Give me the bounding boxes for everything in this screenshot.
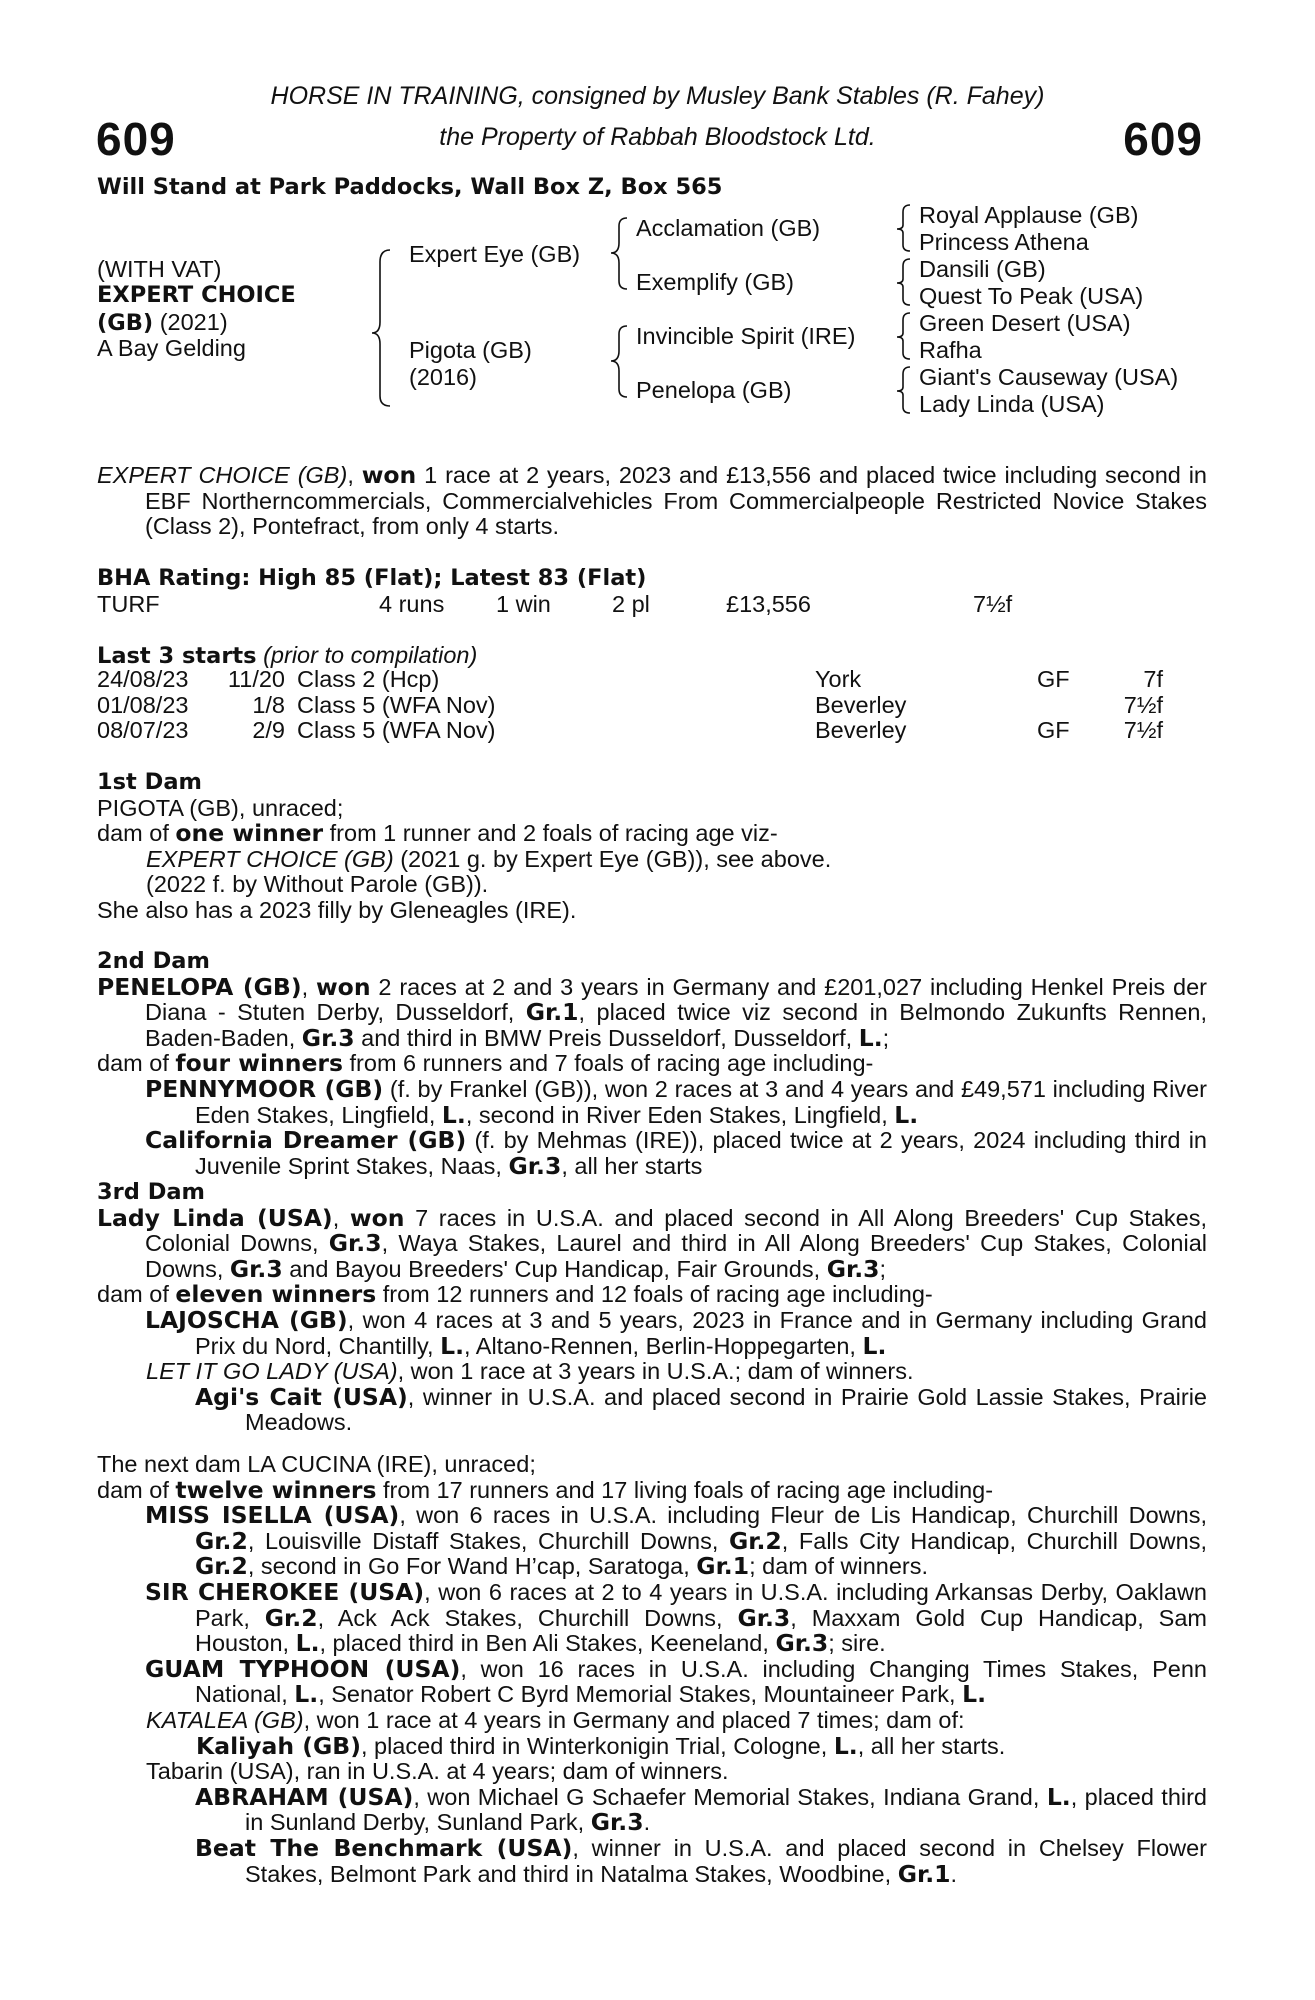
bha-distance: 7½f xyxy=(973,591,1013,617)
run-date: 08/07/23 xyxy=(97,717,189,743)
ped-dds: Giant's Causeway (USA) xyxy=(919,364,1179,390)
run-course: Beverley xyxy=(815,691,907,718)
run-race: Class 2 (Hcp) xyxy=(297,666,440,692)
horse-name: EXPERT CHOICE xyxy=(97,282,296,308)
dam-sire: Invincible Spirit (IRE) xyxy=(636,323,856,349)
lot-number-left: 609 xyxy=(96,113,176,165)
ped-dss: Green Desert (USA) xyxy=(919,310,1131,336)
sire-dam: Exemplify (GB) xyxy=(636,269,794,295)
brace-sire-sire xyxy=(897,205,910,251)
brace-sire-dam xyxy=(897,259,910,305)
bha-rating-heading: BHA Rating: High 85 (Flat); Latest 83 (Flat) xyxy=(97,565,647,591)
run-course: Beverley xyxy=(815,717,907,743)
run-race: Class 5 (WFA Nov) xyxy=(297,717,496,743)
sire: Expert Eye (GB) xyxy=(409,241,581,267)
bha-earnings: £13,556 xyxy=(726,591,811,617)
dam: Pigota (GB) xyxy=(409,337,532,363)
run-dist: 7f xyxy=(1143,666,1163,692)
owner-line: the Property of Rabbah Bloodstock Ltd. xyxy=(439,123,876,151)
ped-sdd: Quest To Peak (USA) xyxy=(919,283,1144,309)
run-row xyxy=(97,693,1163,719)
run-row xyxy=(97,667,1163,693)
bha-runs: 4 runs xyxy=(379,591,445,617)
run-going xyxy=(1037,693,1111,719)
ped-dsd: Rafha xyxy=(919,337,982,363)
run-date: 01/08/23 xyxy=(97,691,189,718)
race-summary: EXPERT CHOICE (GB), won 1 race at 2 years, 2023 and £13,556 and placed twice including second in EBF Northerncommercials, Commercialvehicles From Commercialpeople Restricted Novice Stakes (Class 2), Pontefract, from only 4 starts. xyxy=(97,461,1207,540)
consignor-line: HORSE IN TRAINING, consigned by Musley Bank Stables (R. Fahey) xyxy=(270,82,1045,110)
brace-dam xyxy=(611,326,627,397)
ped-sds: Dansili (GB) xyxy=(919,256,1046,282)
last-starts-table xyxy=(97,667,1207,744)
run-course: York xyxy=(815,666,862,692)
lot-number-right: 609 xyxy=(1123,113,1203,165)
run-going: GF xyxy=(1037,717,1070,743)
brace-main xyxy=(372,250,390,406)
bha-placed: 2 pl xyxy=(612,591,650,617)
third-dam-heading: 3rd Dam xyxy=(97,1179,205,1205)
run-row xyxy=(97,718,1163,744)
brace-dam-sire xyxy=(897,313,910,359)
dam-year: (2016) xyxy=(409,364,477,390)
run-dist: 7½f xyxy=(1123,691,1163,718)
ped-sss: Royal Applause (GB) xyxy=(919,202,1139,228)
run-pos: 11/20 xyxy=(227,666,285,692)
brace-sire xyxy=(611,218,627,289)
third-dam-section: 3rd Dam Lady Linda (USA), won 7 races in U.S.A. and placed second in All Along Breeders' Cup Stakes, Colonial Downs, Gr.3, Waya Stakes, Laurel and third in All Along Breeders' Cup Stakes, Colonial Downs, Gr.3 and Bayou Breeders' Cup Handicap, Fair Grounds, Gr.3; dam of eleven winners from 12 runners and 12 foals of racing age including- LAJOSCHA (GB), won 4 races at 3 and 5 years, 2023 in France and in Germany including Grand Prix du Nord, Chantilly, L., Altano-Rennen, Berlin-Hoppegarten, L. LET IT GO LADY (USA), won 1 race at 3 years in U.S.A.; dam of winners. Agi's Cait (USA), winner in U.S.A. and placed second in Prairie Gold Lassie Stakes, Prairie Meadows. xyxy=(97,1179,1207,1436)
sire-sire: Acclamation (GB) xyxy=(636,215,821,241)
vat-label: (WITH VAT) xyxy=(97,256,222,282)
last-starts-heading: Last 3 starts (prior to compilation) xyxy=(97,642,478,669)
ped-ssd: Princess Athena xyxy=(919,229,1089,255)
first-dam-section: 1st Dam PIGOTA (GB), unraced; dam of one winner from 1 runner and 2 foals of racing age viz- EXPERT CHOICE (GB) (2021 g. by Expert Eye (GB)), see above. (2022 f. by Without Parole (GB)). She also has a 2023 filly by Gleneagles (IRE). xyxy=(97,770,1207,924)
bha-wins: 1 win xyxy=(496,591,551,617)
horse-description: A Bay Gelding xyxy=(97,335,246,361)
ped-ddd: Lady Linda (USA) xyxy=(919,391,1105,417)
run-pos: 1/8 xyxy=(252,691,285,718)
first-dam-heading: 1st Dam xyxy=(97,769,202,795)
next-dam-section: The next dam LA CUCINA (IRE), unraced; dam of twelve winners from 17 runners and 17 living foals of racing age including- MISS ISELLA (USA), won 6 races in U.S.A. including Fleur de Lis Handicap, Churchill Downs, Gr.2, Louisville Distaff Stakes, Churchill Downs, Gr.2, Falls City Handicap, Churchill Downs, Gr.2, second in Go For Wand H’cap, Saratoga, Gr.1; dam of winners. SIR CHEROKEE (USA), won 6 races at 2 to 4 years in U.S.A. including Arkansas Derby, Oaklawn Park, Gr.2, Ack Ack Stakes, Churchill Downs, Gr.3, Maxxam Gold Cup Handicap, Sam Houston, L., placed third in Ben Ali Stakes, Keeneland, Gr.3; sire. GUAM TYPHOON (USA), won 16 races in U.S.A. including Changing Times Stakes, Penn National, L., Senator Robert C Byrd Memorial Stakes, Mountaineer Park, L. KATALEA (GB), won 1 race at 4 years in Germany and placed 7 times; dam of: Kaliyah (GB), placed third in Winterkonigin Trial, Cologne, L., all her starts. Tabarin (USA), ran in U.S.A. at 4 years; dam of winners. ABRAHAM (USA), won Michael G Schaefer Memorial Stakes, Indiana Grand, L., placed third in Sunland Derby, Sunland Park, Gr.3. Beat The Benchmark (USA), winner in U.S.A. and placed second in Chelsey Flower Stakes, Belmont Park and third in Natalma Stakes, Woodbine, Gr.1. xyxy=(97,1451,1208,1888)
location-line: Will Stand at Park Paddocks, Wall Box Z, Box 565 xyxy=(97,174,723,200)
horse-country-year: (GB) (2021) xyxy=(97,309,228,336)
second-dam-section: 2nd Dam PENELOPA (GB), won 2 races at 2 and 3 years in Germany and £201,027 including Henkel Preis der Diana - Stuten Derby, Dusseldorf, Gr.1, placed twice viz second in Belmondo Zukunfts Rennen, Baden-Baden, Gr.3 and third in BMW Preis Dusseldorf, Dusseldorf, L.; dam of four winners from 6 runners and 7 foals of racing age including- PENNYMOOR (GB) (f. by Frankel (GB)), won 2 races at 3 and 4 years and £49,571 including River Eden Stakes, Lingfield, L., second in River Eden Stakes, Lingfield, L. California Dreamer (GB) (f. by Mehmas (IRE)), placed twice at 2 years, 2024 including third in Juvenile Sprint Stakes, Naas, Gr.3, all her starts xyxy=(97,948,1208,1180)
run-date: 24/08/23 xyxy=(97,666,189,692)
run-pos: 2/9 xyxy=(252,717,285,743)
brace-dam-dam xyxy=(897,367,910,413)
bha-surface: TURF xyxy=(97,591,160,617)
second-dam-heading: 2nd Dam xyxy=(97,948,210,974)
run-dist: 7½f xyxy=(1123,717,1163,743)
dam-dam: Penelopa (GB) xyxy=(636,377,792,403)
run-going: GF xyxy=(1037,666,1070,692)
run-race: Class 5 (WFA Nov) xyxy=(297,691,496,718)
